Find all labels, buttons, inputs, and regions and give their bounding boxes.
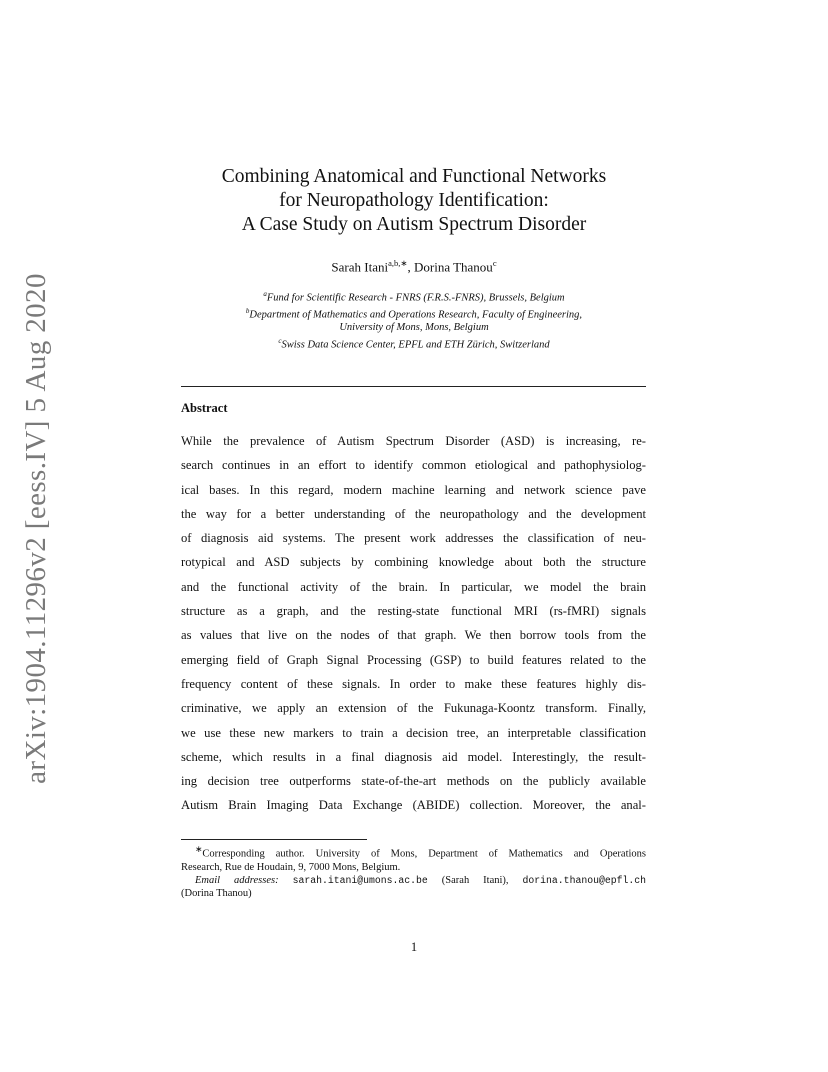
abstract-line: ing decision tree outperforms state-of-the-art methods on the publicly available [181,774,646,789]
page-number: 1 [410,940,418,954]
author-name: Dorina Thanou [413,259,493,275]
affiliation-mark: a [263,290,267,298]
author-separator: , [407,259,414,275]
abstract-line: and the functional activity of the brain. In particular, we model the brain [181,579,646,594]
abstract-line: the way for a better understanding of the neuropathology and the development [181,506,646,521]
abstract-line: as values that live on the nodes of that graph. We then borrow tools from the [181,628,646,643]
footnote-line [181,874,646,887]
abstract-line: scheme, which results in a final diagnosis aid model. Interestingly, the result- [181,749,646,764]
affiliation-mark: c [278,336,282,345]
footnote-line: Research, Rue de Houdain, 9, 7000 Mons, Belgium. [181,861,401,873]
abstract-line: search continues in an effort to identify common etiological and pathophysiolog- [181,458,646,473]
abstract-line: While the prevalence of Autism Spectrum Disorder (ASD) is increasing, re- [181,434,646,448]
footnote-line: (Dorina Thanou) [181,887,252,899]
abstract-line: Autism Brain Imaging Data Exchange (ABIDE) collection. Moreover, the anal- [181,798,646,813]
abstract-line: of diagnosis aid systems. The present work addresses the classification of neu- [181,531,646,546]
abstract-line: emerging field of Graph Signal Processing (GSP) to build features related to the [181,652,646,667]
affiliation-text: University of Mons, Mons, Belgium [339,322,489,334]
affiliation-line [150,305,678,322]
affiliation-line [150,322,678,335]
footnote-line [181,843,646,861]
abstract-line: we use these new markers to train a decision tree, an interpretable classification [181,725,646,740]
affiliation-text: Fund for Scientific Research - FNRS (F.R.S.-FNRS), Brussels, Belgium [266,292,565,304]
author-affil-mark: c [492,258,497,268]
abstract-line: criminative, we apply an extension of the Fukunaga-Koontz transform. Finally, [181,701,646,716]
footnote-marker: ∗ [195,844,203,854]
abstract-body [181,429,646,818]
author-name: Sarah Itani [331,259,389,275]
footnote-text: Corresponding author. University of Mons, Department of Mathematics and Operations [202,848,646,860]
arxiv-side-identifier-container [10,272,62,784]
affiliation-text: Department of Mathematics and Operations Research, Faculty of Engineering, [249,309,583,321]
email-link[interactable]: sarah.itani@umons.ac.be [292,874,428,886]
footnote [181,843,646,900]
abstract-line: frequency content of these signals. In order to make these features highly dis- [181,676,646,691]
abstract-line: rotypical and ASD subjects by combining knowledge about both the structure [181,555,646,570]
email-label: Email addresses: [195,874,279,886]
affiliation-line [150,288,678,305]
title-line: for Neuropathology Identification: [279,190,549,211]
abstract-top-rule [181,386,646,387]
abstract-line: structure as a graph, and the resting-state functional MRI (rs-fMRI) signals [181,604,646,619]
email-link[interactable]: dorina.thanou@epfl.ch [522,874,646,886]
abstract-heading: Abstract [181,401,228,415]
affiliations [150,288,678,352]
author-affil-mark: a,b,∗ [388,258,408,268]
title-line: A Case Study on Autism Spectrum Disorder [241,214,587,235]
affiliation-line [150,335,678,352]
author-list [150,258,678,275]
email-owner: (Sarah Itani), [441,874,509,886]
affiliation-text: Swiss Data Science Center, EPFL and ETH Zürich, Switzerland [281,339,550,351]
affiliation-mark: b [245,307,250,316]
paper-title [150,165,678,237]
footnote-rule [181,839,367,840]
abstract-line: ical bases. In this regard, modern machine learning and network science pave [181,482,646,497]
arxiv-side-identifier: arXiv:1904.11296v2 [eess.IV] 5 Aug 2020 [19,272,52,784]
title-line: Combining Anatomical and Functional Networks [221,166,607,187]
